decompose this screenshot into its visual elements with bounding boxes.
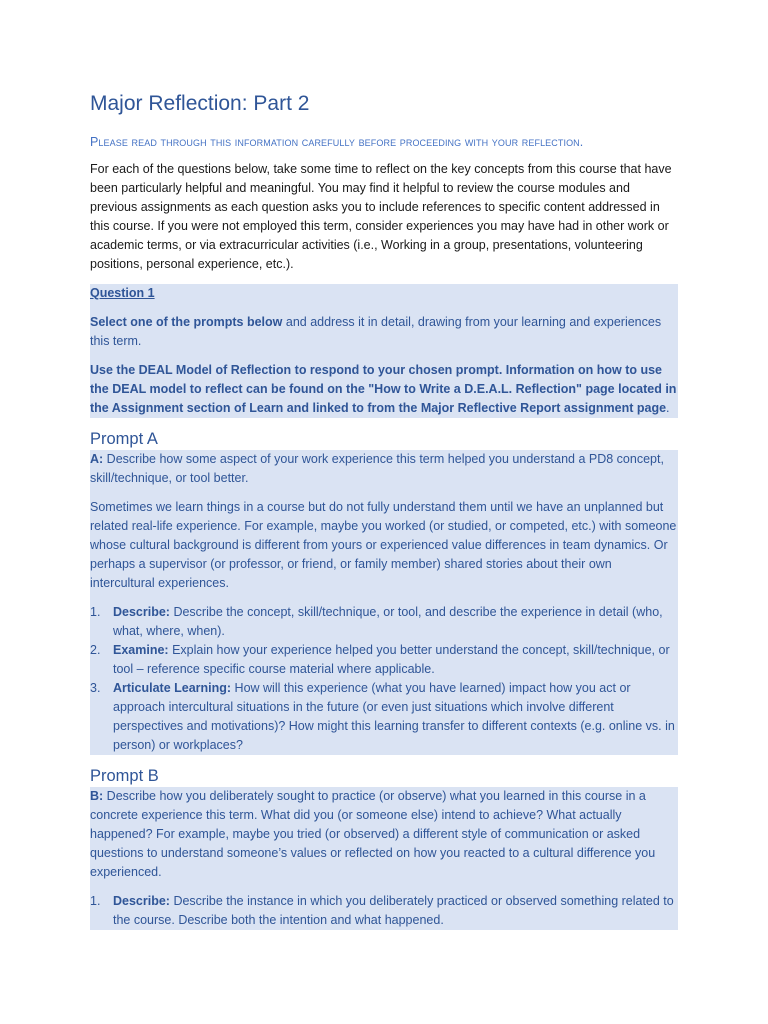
deal-instruction [90, 361, 678, 418]
list-label: Articulate Learning: [113, 681, 232, 695]
list-text: Describe the instance in which you deliberately practiced or observed something related to the course. Describe both the intention and what happened. [113, 894, 674, 927]
list-item [90, 603, 678, 641]
list-number: 1. [90, 605, 101, 619]
intro-paragraph: For each of the questions below, take some time to reflect on the key concepts from this course that have been particularly helpful and meaningful. You may find it helpful to review the course modules and previous assignments as each question asks you to include references to specific content addressed in this course. If you were not employed this term, consider experiences you may have had in other work or academic terms, or via extracurricular activities (i.e., Working in a group, presentations, volunteering positions, personal experience, etc.). [90, 162, 672, 271]
prompt-b-heading: Prompt B [90, 767, 159, 785]
prompt-a-lead-rest: Describe how some aspect of your work experience this term helped you understand a PD8 concept, skill/technique, or tool better. [90, 452, 664, 485]
deal-instruction-end: . [666, 401, 670, 415]
list-label: Examine: [113, 643, 169, 657]
question-heading: Question 1 [90, 286, 155, 300]
list-number: 2. [90, 643, 101, 657]
document-body [90, 90, 678, 930]
prompt-a-lead-bold: A: [90, 452, 104, 466]
prompt-a-heading: Prompt A [90, 430, 158, 448]
prompt-a-paragraph: Sometimes we learn things in a course but do not fully understand them until we have an unplanned but related real-life experience. For example, maybe you worked (or studied, or competed, etc.) with someone whose cultural background is different from yours or experienced value differences in team dynamics. Or perhaps a supervisor (or professor, or friend, or family member) shared stories about their own intercultural experiences. [90, 500, 677, 590]
prompt-b-lead-bold: B: [90, 789, 104, 803]
prompt-a-list [90, 603, 678, 755]
prompt-a-lead [90, 450, 678, 488]
question-instruction-bold: Select one of the prompts below [90, 315, 283, 329]
question-instruction-rest: and address it in detail, drawing from your learning and experiences this term. [90, 315, 662, 348]
prompt-b-lead-rest: Describe how you deliberately sought to practice (or observe) what you learned in this course in a concrete experience this term. What did you (or someone else) intend to achieve? What actually happened? For example, maybe you tried (or observed) a different style of communication or asked questions to understand someone’s values or reflected on how you reacted to a cultural difference you experienced. [90, 789, 656, 879]
question-block [90, 284, 678, 418]
list-item [90, 679, 678, 755]
list-label: Describe: [113, 605, 170, 619]
question-instruction [90, 313, 678, 351]
notice-text: Please read through this information carefully before proceeding with your reflection. [90, 135, 584, 149]
prompt-b-block [90, 787, 678, 930]
list-text: How will this experience (what you have learned) impact how you act or approach intercultural situations in the future (or even just situations which involve different perspectives and motivations)? How might this learning transfer to different contexts (e.g. online vs. in person) or workplaces? [113, 681, 675, 752]
prompt-b-lead [90, 787, 678, 882]
list-text: Explain how your experience helped you better understand the concept, skill/technique, or tool – reference specific course material where applicable. [113, 643, 670, 676]
list-number: 1. [90, 894, 101, 908]
list-number: 3. [90, 681, 101, 695]
list-label: Describe: [113, 894, 170, 908]
prompt-b-list [90, 892, 678, 930]
list-item [90, 641, 678, 679]
deal-instruction-bold: Use the DEAL Model of Reflection to respond to your chosen prompt. Information on how to use the DEAL model to reflect can be found on the "How to Write a D.E.A.L. Reflection" page located in the Assignment section of Learn and linked to from the Major Reflective Report assignment page [90, 363, 677, 415]
list-item [90, 892, 678, 930]
page-title: Major Reflection: Part 2 [90, 92, 310, 115]
prompt-a-block [90, 450, 678, 755]
list-text: Describe the concept, skill/technique, or tool, and describe the experience in detail (who, what, where, when). [113, 605, 663, 638]
